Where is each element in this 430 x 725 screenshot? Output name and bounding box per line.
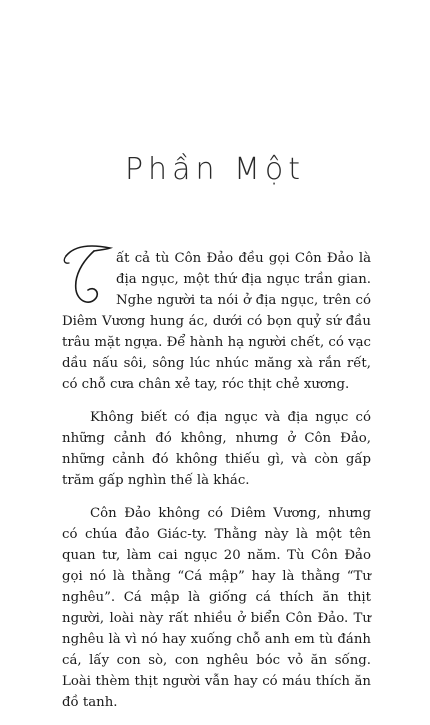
paragraph-2: Không biết có địa ngục và địa ngục có những cảnh đó không, nhưng ở Côn Đảo, những cảnh đó không thiếu gì, và còn gấp trăm gấp nghìn thế là khác.: [62, 410, 371, 488]
paragraph-3: Côn Đảo không có Diêm Vương, nhưng có chúa đảo Giác-ty. Thằng này là một tên quan tư, làm cai ngục 20 năm. Tù Côn Đảo gọi nó là thằng “Cá mập” hay là thằng “Tư nghêu”. Cá mập là giống cá thích ăn thịt người, loài này rất nhiều ở biển Côn Đảo. Tư nghêu là vì nó hay xuống chỗ anh em tù đánh cá, lấy con sò, con nghêu bóc vỏ ăn sống. Loài thèm thịt người vẫn hay có máu thích ăn đồ tanh.: [62, 506, 371, 710]
paragraph-1-text: ất cả tù Côn Đảo đều gọi Côn Đảo là địa ngục, một thứ địa ngục trần gian. Nghe người ta nói ở địa ngục, trên có Diêm Vương hung ác, dưới có bọn quỷ sứ đầu trâu mặt ngựa. Để hành hạ người chết, có vạc dầu nấu sôi, sông lúc nhúc măng xà rắn rết, có chỗ cưa chân xẻ tay, róc thịt chẻ xương.: [62, 251, 371, 392]
chapter-title: Phần Một: [124, 152, 306, 187]
paragraph-1: [62, 248, 371, 395]
ornamental-letter-t-icon: [60, 242, 112, 308]
chapter-body: [62, 248, 371, 725]
